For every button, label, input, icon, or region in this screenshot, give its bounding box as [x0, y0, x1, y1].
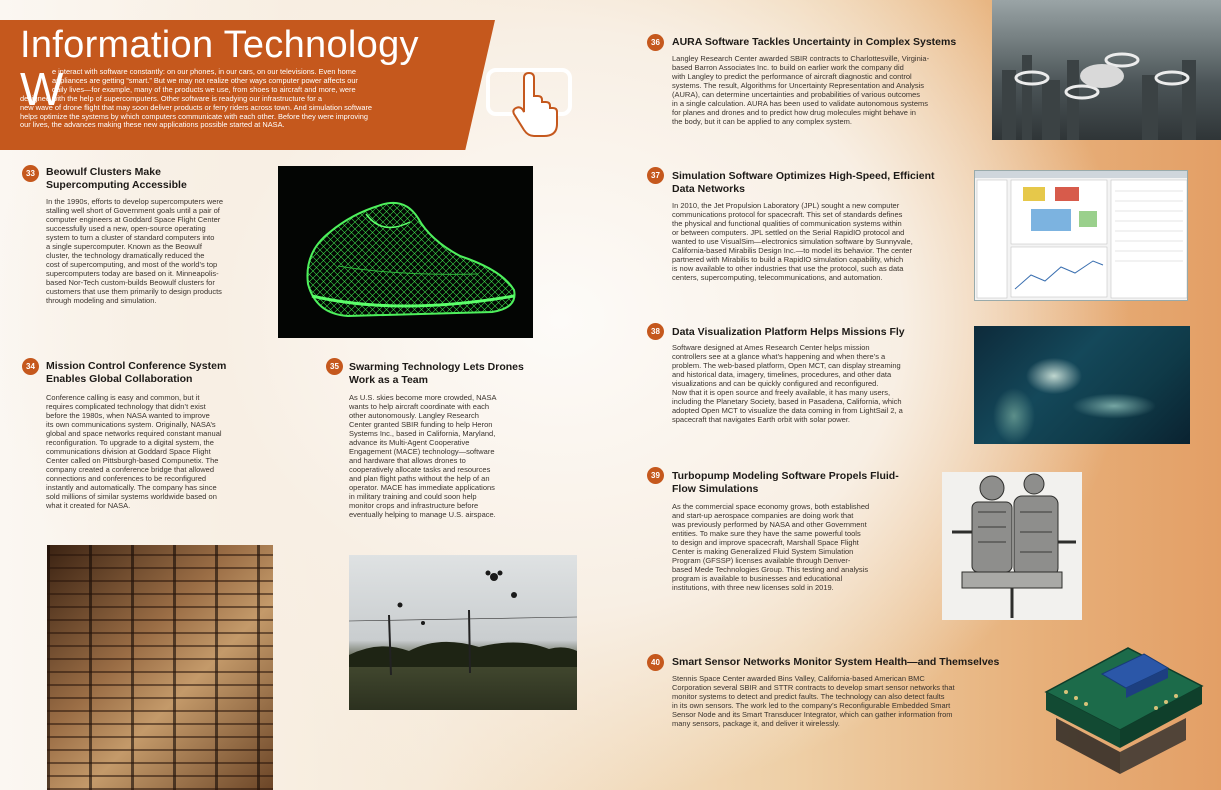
intro-paragraph — [20, 63, 470, 130]
article-number-badge: 37 — [647, 167, 664, 184]
intro-line: daily lives—for example, many of the products we use, from shoes to aircraft and more, were — [52, 84, 356, 94]
wireframe-shoe-image — [278, 166, 533, 338]
article-title: Simulation Software Optimizes High-Speed, Efficient Data Networks — [672, 170, 935, 195]
article-number-badge: 40 — [647, 654, 664, 671]
article-number-badge: 35 — [326, 358, 343, 375]
article-title: Smart Sensor Networks Monitor System Health—and Themselves — [672, 656, 1000, 668]
article-number-badge: 34 — [22, 358, 39, 375]
server-cabinets-image — [47, 545, 273, 790]
intro-dropcap: W — [20, 63, 64, 115]
article-number-badge: 36 — [647, 34, 664, 51]
passenger-drone-over-city-image — [992, 0, 1221, 140]
turbopump-drawing-image — [942, 472, 1082, 620]
article-body: Software designed at Ames Research Center helps mission controllers see at a glance what’s happening and when there’s a problem. The web-based platform, Open MCT, can display streaming and historical data, imagery, timelines, procedures, and other data visualizations and can be quickly configured and reconfigured. Now that it is open source and freely available, it has many users, including the Planetary Society, based in Pasadena, California, which adopted Open MCT to visualize the data coming in from LightSail 2, a spacecraft that navigates Earth orbit with solar power. — [672, 343, 903, 424]
intro-line: appliances are getting “smart.” But we may not realize other ways computer power affects our — [52, 75, 358, 85]
intro-line: our lives, the advances making these new applications possible started at NASA. — [20, 120, 285, 130]
intro-line: new wave of drone flight that may soon deliver products or ferry riders across town. And simulation software — [20, 102, 373, 112]
intro-line: e interact with software constantly: on our phones, in our cars, on our televisions. Even home — [52, 67, 356, 76]
article-number-badge: 38 — [647, 323, 664, 340]
intro-line: helps optimize the systems by which computers communicate with each other. Before they were improving — [20, 111, 368, 121]
article-number-badge: 33 — [22, 165, 39, 182]
article-body: As U.S. skies become more crowded, NASA wants to help aircraft coordinate with each other autonomously. Langley Research Center granted SBIR funding to help Heron Systems Inc., based in California, Maryland, advance its Multi-Agent Cooperative Engagement (MACE) technology—software and hardware that allows drones to cooperatively allocate tasks and resources and plan flight paths without the help of an operator. MACE has immediate applications in military training and could soon help monitor crops and infrastructure before eventually helping to manage U.S. airspace. — [349, 393, 497, 519]
satellite-ocean-image — [974, 326, 1190, 444]
article-title: AURA Software Tackles Uncertainty in Complex Systems — [672, 36, 957, 48]
article-body: Conference calling is easy and common, but it requires complicated technology that didn’t exist before the 1980s, when NASA wanted to improve its own communications system. Originally, NASA’s global and space networks required constant manual reconfiguration. To upgrade to a digital system, the communications division at Goddard Space Flight Center called on Pittsburgh-based Compunetix. The company created a conference bridge that allowed connections and conferences to be reconfigured instantly and automatically. The company has since sold millions of similar systems worldwide based on what it created for NASA. — [46, 393, 222, 510]
page-title: Information Technology — [20, 24, 419, 66]
touch-screen-icon — [484, 64, 576, 140]
sensor-circuit-board-image — [1036, 622, 1206, 780]
article-title: Data Visualization Platform Helps Missions Fly — [672, 326, 905, 338]
drones-over-field-image — [349, 555, 577, 710]
article-title: Swarming Technology Lets Drones Work as a Team — [349, 361, 524, 386]
article-body: In the 1990s, efforts to develop supercomputers were stalling well short of Government goals until a pair of computer engineers at Goddard Space Flight Center successfully used a new, open-source operating system to turn a cluster of standard computers into a single supercomputer. Known as the Beowulf cluster, the technology dramatically reduced the cost of supercomputing, and most of the world’s top supercomputers today are based on it. Minneapolis- based Nor-Tech custom-builds Beowulf clusters for customers that use them primarily to design products through modeling and simulation. — [46, 197, 224, 305]
article-body: Stennis Space Center awarded Bins Valley, California-based American BMC Corporation several SBIR and STTR contracts to develop smart sensor networks that monitor systems to detect and predict faults. The technology can also detect faults in its own sensors. The work led to the company’s Reconfigurable Embedded Smart Sensor Node and its Smart Transducer Integrator, which can gather information from many sensors, package it, and deliver it wirelessly. — [672, 674, 955, 728]
article-title: Turbopump Modeling Software Propels Fluid- Flow Simulations — [672, 470, 899, 495]
intro-line: designed with the help of supercomputers. Other software is readying our infrastructure for a — [20, 93, 322, 103]
article-body: In 2010, the Jet Propulsion Laboratory (JPL) sought a new computer communications protocol for spacecraft. This set of standards defines the physical and functional qualities of communication systems within or between computers. JPL settled on the Serial RapidIO protocol and wanted to use VisualSim—electronics simulation software by Sunnyvale, California-based Mirabilis Design Inc.—to model its behavior. The center partnered with Mirabilis to build a RapidIO simulation capability, which is now available to other industries that use the protocol, such as data centers, supercomputing, telecommunications, and automation. — [672, 201, 913, 282]
article-number-badge: 39 — [647, 467, 664, 484]
article-body: As the commercial space economy grows, both established and start-up aerospace companies are doing work that was previously performed by NASA and other Government entities. To make sure they have the same powerful tools to design and improve spacecraft, Marshall Space Flight Center is making Generalized Fluid System Simulation Program (GFSSP) licenses available through Denver- based Mede Technologies Group. This testing and analysis program is available to businesses and educational institutions, with three new licenses sold in 2019. — [672, 502, 870, 592]
simulation-software-screenshot — [974, 170, 1188, 301]
article-title: Beowulf Clusters Make Supercomputing Accessible — [46, 166, 187, 191]
article-title: Mission Control Conference System Enables Global Collaboration — [46, 360, 227, 385]
article-body: Langley Research Center awarded SBIR contracts to Charlottesville, Virginia- based Barron Associates Inc. to build on earlier work the company did with Langley to predict the performance of aircraft diagnostic and control systems. The result, Algorithms for Uncertainty Representation and Analysis (AURA), can determine uncertainties and probabilities of various outcomes in a single calculation. AURA has been used to validate autonomous systems for planes and drones and to predict how drug molecules might behave in the body, but it can be applied to any complex system. — [672, 54, 930, 126]
